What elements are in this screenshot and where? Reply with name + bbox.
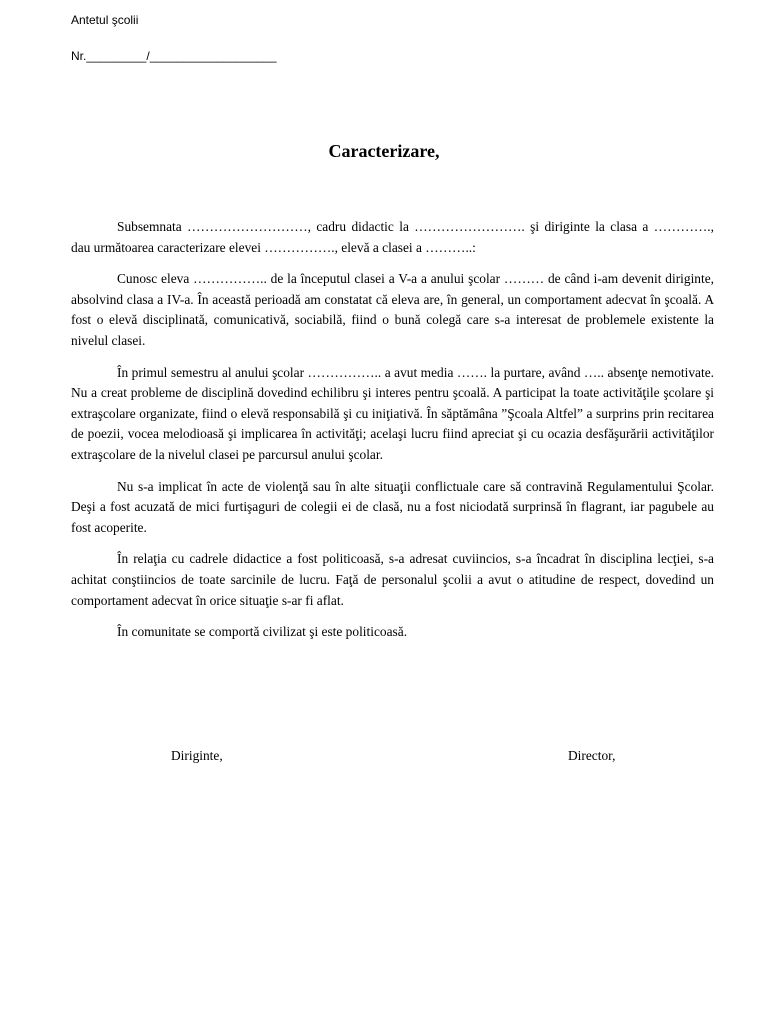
paragraph-conflicts: Nu s-a implicat în acte de violenţă sau în alte situaţii conflictuale care să contravină Regulamentului Şcolar. Deşi a fost acuzată de mici furtişaguri de colegii ei de clasă, nu a fost niciodată surprinsă în flagrant, iar pagubele au fost acoperite. <box>71 478 714 535</box>
registration-number-line: Nr._________/___________________ <box>71 49 277 63</box>
document-body <box>71 217 714 654</box>
document-title: Caracterizare, <box>328 141 440 161</box>
signature-diriginte: Diriginte, <box>171 748 223 763</box>
signature-director: Director, <box>568 748 616 763</box>
paragraph-teacher-relations: În relaţia cu cadrele didactice a fost politicoasă, s-a adresat cuviincios, s-a încadrat în disciplina lecţiei, s-a achitat conştiincios de toate sarcinile de lucru. Faţă de personalul şcolii a avut o atitudine de respect, dovedind un comportament adecvat în orice situaţie s-ar fi aflat. <box>71 551 714 608</box>
paragraph-behaviour: Cunosc eleva …………….. de la începutul clasei a V-a a anului şcolar ……… de când i-am devenit diriginte, absolvind clasa a IV-a. În această perioadă am constatat că eleva are, în general, un comportament adecvat în şcoală. A fost o elevă disciplinată, comunicativă, sociabilă, fiind o bună colegă care s-a interesat de problemele existente la nivelul clasei. <box>71 271 714 348</box>
paragraph-intro: Subsemnata ………………………, cadru didactic la ……………………. şi diriginte la clasa a …………., dau următoarea caracterizare elevei ……………., elevă a clasei a ………..: <box>71 219 714 255</box>
paragraph-community: În comunitate se comportă civilizat şi este politicoasă. <box>117 624 408 640</box>
school-header: Antetul şcolii <box>71 13 139 27</box>
paragraph-first-semester: În primul semestru al anului şcolar …………….. a avut media ……. la purtare, având ….. absenţe nemotivate. Nu a creat probleme de disciplină dovedind echilibru şi interes pentru şcoală. A participat la toate activităţile şcolare şi extraşcolare organizate, fiind o elevă responsabilă şi cu iniţiativă. În săptămâna ”Şcoala Altfel” a surprins prin recitarea de poezii, vocea melodioasă şi implicarea în activităţi; acelaşi lucru fiind apreciat şi cu ocazia desfăşurării activităţilor extraşcolare de la nivelul clasei pe parcursul anului şcolar. <box>71 364 714 462</box>
